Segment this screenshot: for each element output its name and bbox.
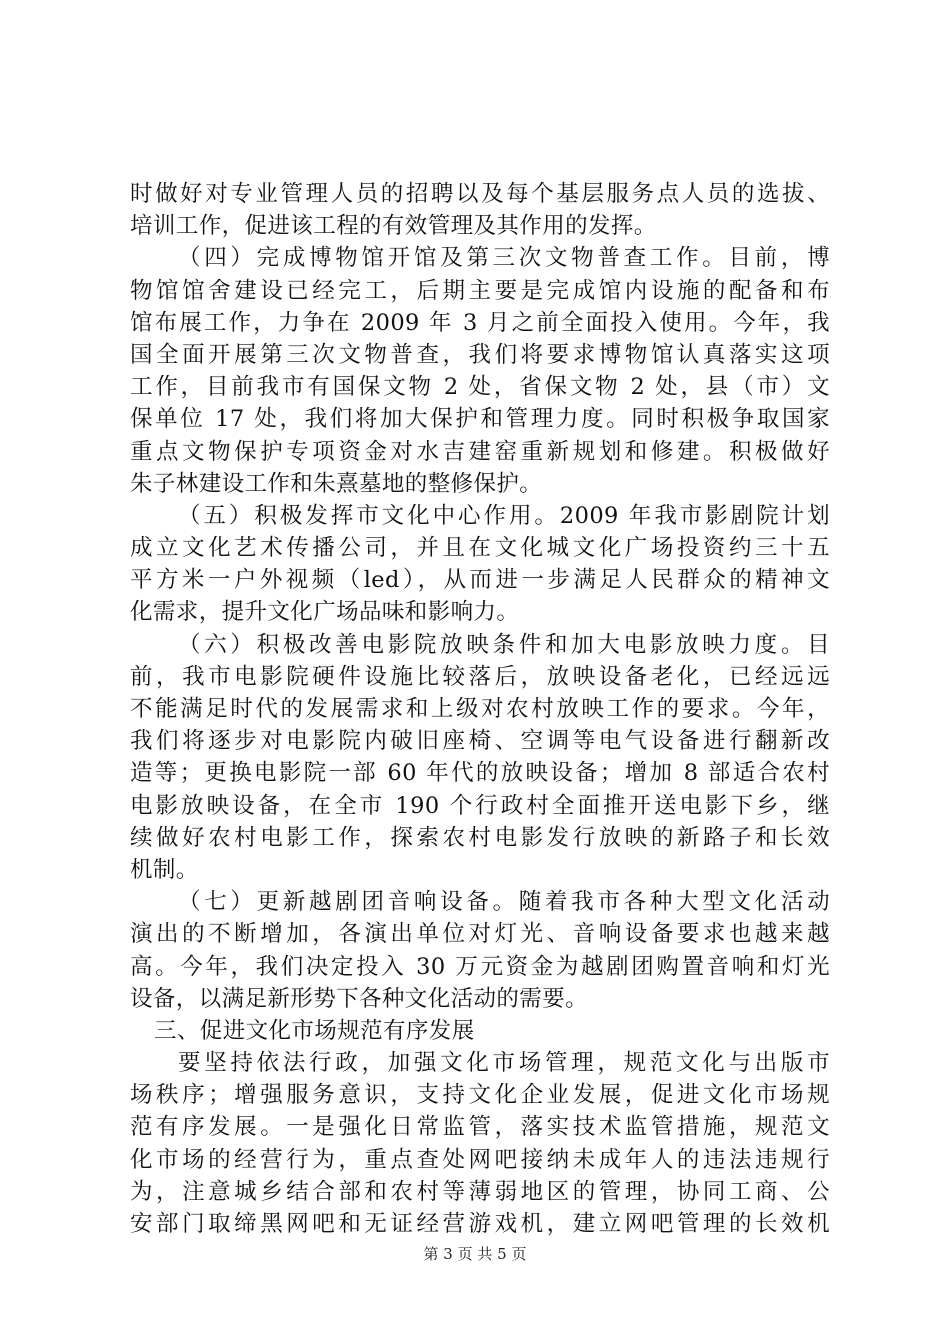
text-line: 化需求，提升文化广场品味和影响力。 xyxy=(130,599,520,626)
text-line: 范有序发展。一是强化日常监管，落实技术监管措施，规范文 xyxy=(130,1114,830,1141)
text-line: 我们将逐步对电影院内破旧座椅、空调等电气设备进行翻新改 xyxy=(130,728,830,755)
text-line: 续做好农村电影工作，探索农村电影发行放映的新路子和长效 xyxy=(130,824,830,851)
text-line: 前，我市电影院硬件设施比较落后，放映设备老化，已经远远 xyxy=(130,663,830,690)
text-line: 安部门取缔黑网吧和无证经营游戏机，建立网吧管理的长效机 xyxy=(130,1211,830,1237)
text-line: 为，注意城乡结合部和农村等薄弱地区的管理，协同工商、公 xyxy=(130,1178,830,1205)
text-line: 机制。 xyxy=(130,856,199,883)
text-line: 高。今年，我们决定投入 30 万元资金为越剧团购置音响和灯光 xyxy=(130,953,830,980)
text-line: 电影放映设备，在全市 190 个行政村全面推开送电影下乡，继 xyxy=(130,792,830,819)
text-line: 时做好对专业管理人员的招聘以及每个基层服务点人员的选拔、 xyxy=(130,181,830,207)
text-line: 物馆馆舍建设已经完工，后期主要是完成馆内设施的配备和布 xyxy=(130,277,830,304)
text-line: 造等；更换电影院一部 60 年代的放映设备；增加 8 部适合农村 xyxy=(130,760,830,787)
text-line: 朱子林建设工作和朱熹墓地的整修保护。 xyxy=(130,470,543,497)
text-line: 培训工作，促进该工程的有效管理及其作用的发挥。 xyxy=(130,213,657,240)
text-line: 化市场的经营行为，重点查处网吧接纳未成年人的违法违规行 xyxy=(130,1146,830,1173)
text-line: 重点文物保护专项资金对水吉建窑重新规划和修建。积极做好 xyxy=(130,438,830,465)
text-line: 不能满足时代的发展需求和上级对农村放映工作的要求。今年， xyxy=(130,696,830,722)
text-line: 国全面开展第三次文物普查，我们将要求博物馆认真落实这项 xyxy=(130,341,830,368)
text-line: 设备，以满足新形势下各种文化活动的需要。 xyxy=(130,985,589,1012)
text-line: 三、促进文化市场规范有序发展 xyxy=(154,1017,475,1044)
text-line: 成立文化艺术传播公司，并且在文化城文化广场投资约三十五 xyxy=(130,535,830,562)
text-line: 场秩序；增强服务意识，支持文化企业发展，促进文化市场规 xyxy=(130,1082,830,1109)
text-line: （五）积极发挥市文化中心作用。2009 年我市影剧院计划 xyxy=(178,502,830,529)
text-line: 要坚持依法行政，加强文化市场管理，规范文化与出版市 xyxy=(178,1050,830,1077)
document-body xyxy=(130,178,830,1240)
text-line: 平方米一户外视频（led），从而进一步满足人民群众的精神文 xyxy=(130,567,830,594)
text-line: （四）完成博物馆开馆及第三次文物普查工作。目前，博 xyxy=(178,245,830,272)
text-line: 工作，目前我市有国保文物 2 处，省保文物 2 处，县（市）文 xyxy=(130,374,830,401)
text-line: 演出的不断增加，各演出单位对灯光、音响设备要求也越来越 xyxy=(130,921,830,948)
text-line: （六）积极改善电影院放映条件和加大电影放映力度。目 xyxy=(178,631,830,658)
text-line: 保单位 17 处，我们将加大保护和管理力度。同时积极争取国家 xyxy=(130,406,830,433)
page-footer: 第 3 页 共 5 页 xyxy=(423,1245,527,1263)
text-line: 馆布展工作，力争在 2009 年 3 月之前全面投入使用。今年，我 xyxy=(130,309,830,336)
text-line: （七）更新越剧团音响设备。随着我市各种大型文化活动 xyxy=(178,889,830,916)
